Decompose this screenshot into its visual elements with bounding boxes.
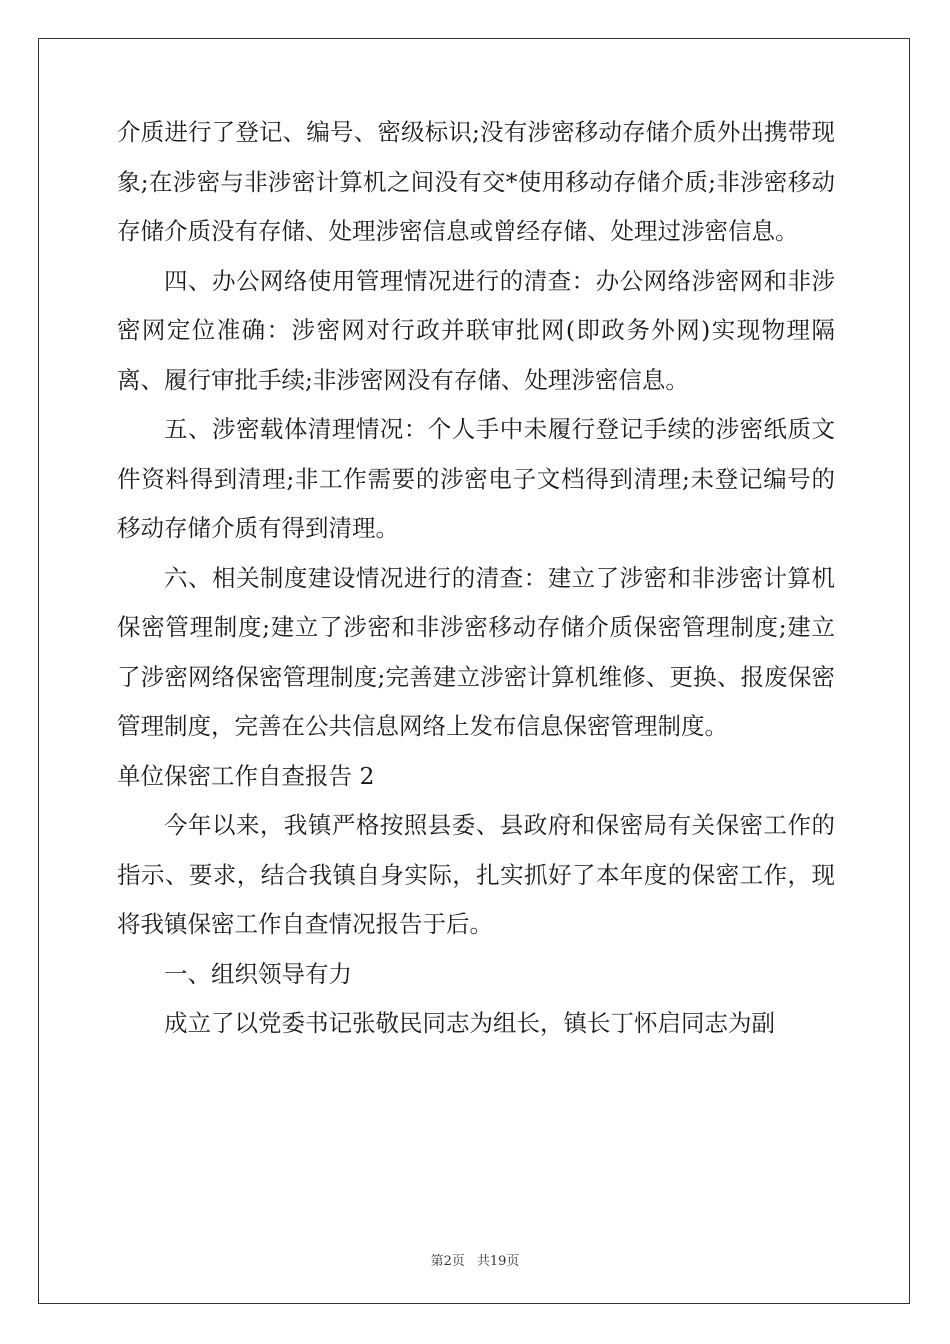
page-footer xyxy=(0,1250,950,1269)
section-heading: 单位保密工作自查报告 2 xyxy=(117,761,375,790)
paragraph: 四、办公网络使用管理情况进行的清查：办公网络涉密网和非涉密网定位准确：涉密网对行政并联审批网(即政务外网)实现物理隔离、履行审批手续;非涉密网没有存储、处理涉密信息。 xyxy=(117,266,835,394)
page-number: 第2页 xyxy=(430,1254,465,1269)
page-total: 共19页 xyxy=(476,1254,520,1269)
paragraph: 介质进行了登记、编号、密级标识;没有涉密移动存储介质外出携带现象;在涉密与非涉密计算机之间没有交*使用移动存储介质;非涉密移动存储介质没有存储、处理涉密信息或曾经存储、处理过涉密信息。 xyxy=(117,118,835,245)
paragraph: 六、相关制度建设情况进行的清查：建立了涉密和非涉密计算机保密管理制度;建立了涉密和非涉密移动存储介质保密管理制度;建立了涉密网络保密管理制度;完善建立涉密计算机维修、更换、报废保密管理制度，完善在公共信息网络上发布信息保密管理制度。 xyxy=(117,563,835,740)
paragraph: 成立了以党委书记张敬民同志为组长，镇长丁怀启同志为副 xyxy=(164,1009,775,1037)
paragraph: 今年以来，我镇严格按照县委、县政府和保密局有关保密工作的指示、要求，结合我镇自身实际，扎实抓好了本年度的保密工作，现将我镇保密工作自查情况报告于后。 xyxy=(117,811,835,938)
document-body xyxy=(117,108,835,1049)
subsection-heading: 一、组织领导有力 xyxy=(164,959,352,988)
paragraph: 五、涉密载体清理情况：个人手中未履行登记手续的涉密纸质文件资料得到清理;非工作需要的涉密电子文档得到清理;未登记编号的移动存储介质有得到清理。 xyxy=(117,415,835,542)
